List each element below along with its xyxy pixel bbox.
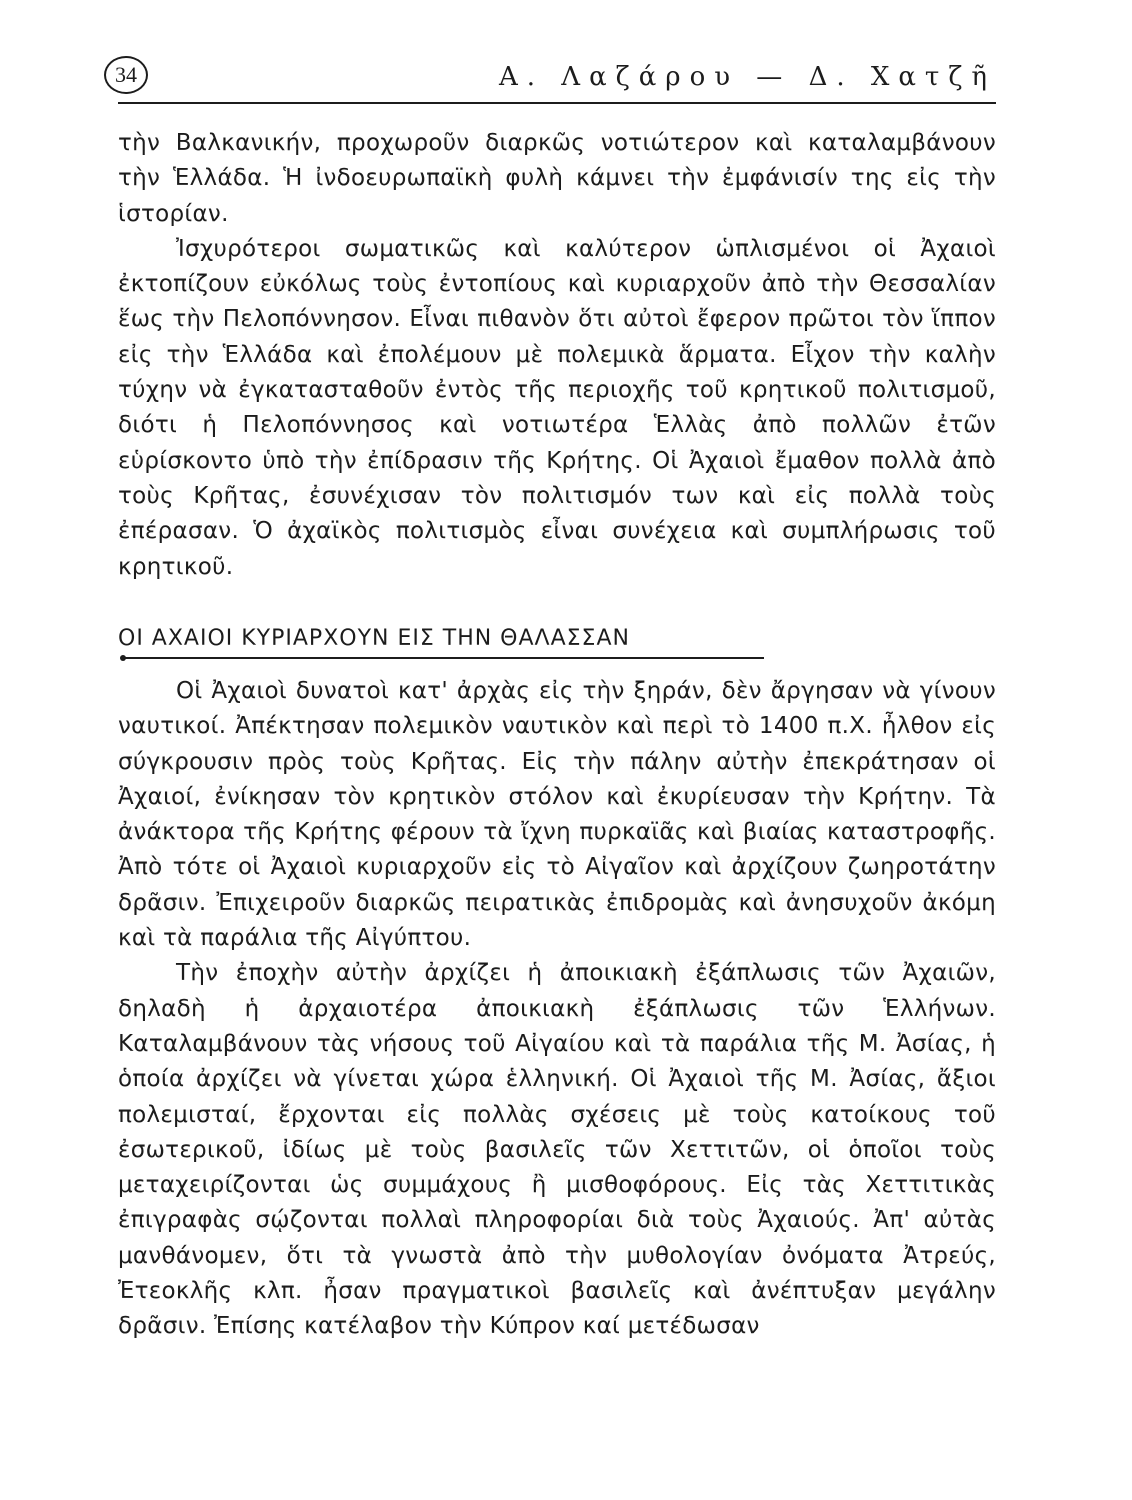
section-2-text — [118, 674, 996, 1345]
header-rule — [118, 102, 996, 104]
section-heading: ΟΙ ΑΧΑΙΟΙ ΚΥΡΙΑΡΧΟΥΝ ΕΙΣ ΤΗΝ ΘΑΛΑΣΣΑΝ — [118, 626, 630, 651]
paragraph: τὴν Βαλκανικήν, προχωροῦν διαρκῶς νοτιώτερον καὶ καταλαμβάνουν τὴν Ἑλλάδα. Ἡ ἰνδοευρωπαϊκὴ φυλὴ κάμνει τὴν ἐμφάνισίν της εἰς τὴν ἱστορίαν. — [118, 130, 996, 227]
section-1-text — [118, 126, 996, 585]
heading-underline — [124, 657, 764, 659]
paragraph: Ἰσχυρότεροι σωματικῶς καὶ καλύτερον ὡπλισμένοι οἱ Ἀχαιοὶ ἐκτοπίζουν εὐκόλως τοὺς ἐντοπίους καὶ κυριαρχοῦν ἀπὸ τὴν Θεσσαλίαν ἕως τὴν Πελοπόννησον. Εἶναι πιθανὸν ὅτι αὐτοὶ ἔφερον πρῶτοι τὸν ἵππον εἰς τὴν Ἑλλάδα καὶ ἐπολέμουν μὲ πολεμικὰ ἅρματα. Εἶχον τὴν καλὴν τύχην νὰ ἐγκατασταθοῦν ἐντὸς τῆς περιοχῆς τοῦ κρητικοῦ πολιτισμοῦ, διότι ἡ Πελοπόννησος καὶ νοτιωτέρα Ἑλλὰς ἀπὸ πολλῶν ἐτῶν εὑρίσκοντο ὑπὸ τὴν ἐπίδρασιν τῆς Κρήτης. Οἱ Ἀχαιοὶ ἔμαθον πολλὰ ἀπὸ τοὺς Κρῆτας, ἐσυνέχισαν τὸν πολιτισμόν των καὶ εἰς πολλὰ τοὺς ἐπέρασαν. Ὁ ἀχαϊκὸς πολιτισμὸς εἶναι συνέχεια καὶ συμπλήρωσις τοῦ κρητικοῦ. — [118, 235, 996, 580]
page-number: 34 — [104, 56, 148, 94]
paragraph: Οἱ Ἀχαιοὶ δυνατοὶ κατ' ἀρχὰς εἰς τὴν ξηράν, δὲν ἄργησαν νὰ γίνουν ναυτικοί. Ἀπέκτησαν πολεμικὸν ναυτικὸν καὶ περὶ τὸ 1400 π.Χ. ἦλθον εἰς σύγκρουσιν πρὸς τοὺς Κρῆτας. Εἰς τὴν πάλην αὐτὴν ἐπεκράτησαν οἱ Ἀχαιοί, ἐνίκησαν τὸν κρητικὸν στόλον καὶ ἐκυρίευσαν τὴν Κρήτην. Τὰ ἀνάκτορα τῆς Κρήτης φέρουν τὰ ἴχνη πυρκαϊᾶς καὶ βιαίας καταστροφῆς. Ἀπὸ τότε οἱ Ἀχαιοὶ κυριαρχοῦν εἰς τὸ Αἰγαῖον καὶ ἀρχίζουν ζωηροτάτην δρᾶσιν. Ἐπιχειροῦν διαρκῶς πειρατικὰς ἐπιδρομὰς καὶ ἀνησυχοῦν ἀκόμη καὶ τὰ παράλια τῆς Αἰγύπτου. — [118, 678, 996, 952]
paragraph: Τὴν ἐποχὴν αὐτὴν ἀρχίζει ἡ ἀποικιακὴ ἐξάπλωσις τῶν Ἀχαιῶν, δηλαδὴ ἡ ἀρχαιοτέρα ἀποικιακὴ ἐξάπλωσις τῶν Ἑλλήνων. Καταλαμβάνουν τὰς νήσους τοῦ Αἰγαίου καὶ τὰ παράλια τῆς Μ. Ἀσίας, ἡ ὁποία ἀρχίζει νὰ γίνεται χώρα ἑλληνική. Οἱ Ἀχαιοὶ τῆς Μ. Ἀσίας, ἄξιοι πολεμισταί, ἔρχονται εἰς πολλὰς σχέσεις μὲ τοὺς κατοίκους τοῦ ἐσωτερικοῦ, ἰδίως μὲ τοὺς βασιλεῖς τῶν Χεττιτῶν, οἱ ὁποῖοι τοὺς μεταχειρίζονται ὡς συμμάχους ἢ μισθοφόρους. Εἰς τὰς Χεττιτικὰς ἐπιγραφὰς σῴζονται πολλαὶ πληροφορίαι διὰ τοὺς Ἀχαιούς. Ἀπ' αὐτὰς μανθάνομεν, ὅτι τὰ γνωστὰ ἀπὸ τὴν μυθολογίαν ὀνόματα Ἀτρεύς, Ἐτεοκλῆς κλπ. ἦσαν πραγματικοὶ βασιλεῖς καὶ ἀνέπτυξαν μεγάλην δρᾶσιν. Ἐπίσης κατέλαβον τὴν Κύπρον καί μετέδωσαν — [118, 960, 996, 1340]
running-head: Α. Λαζάρου — Δ. Χατζῆ — [499, 62, 996, 92]
